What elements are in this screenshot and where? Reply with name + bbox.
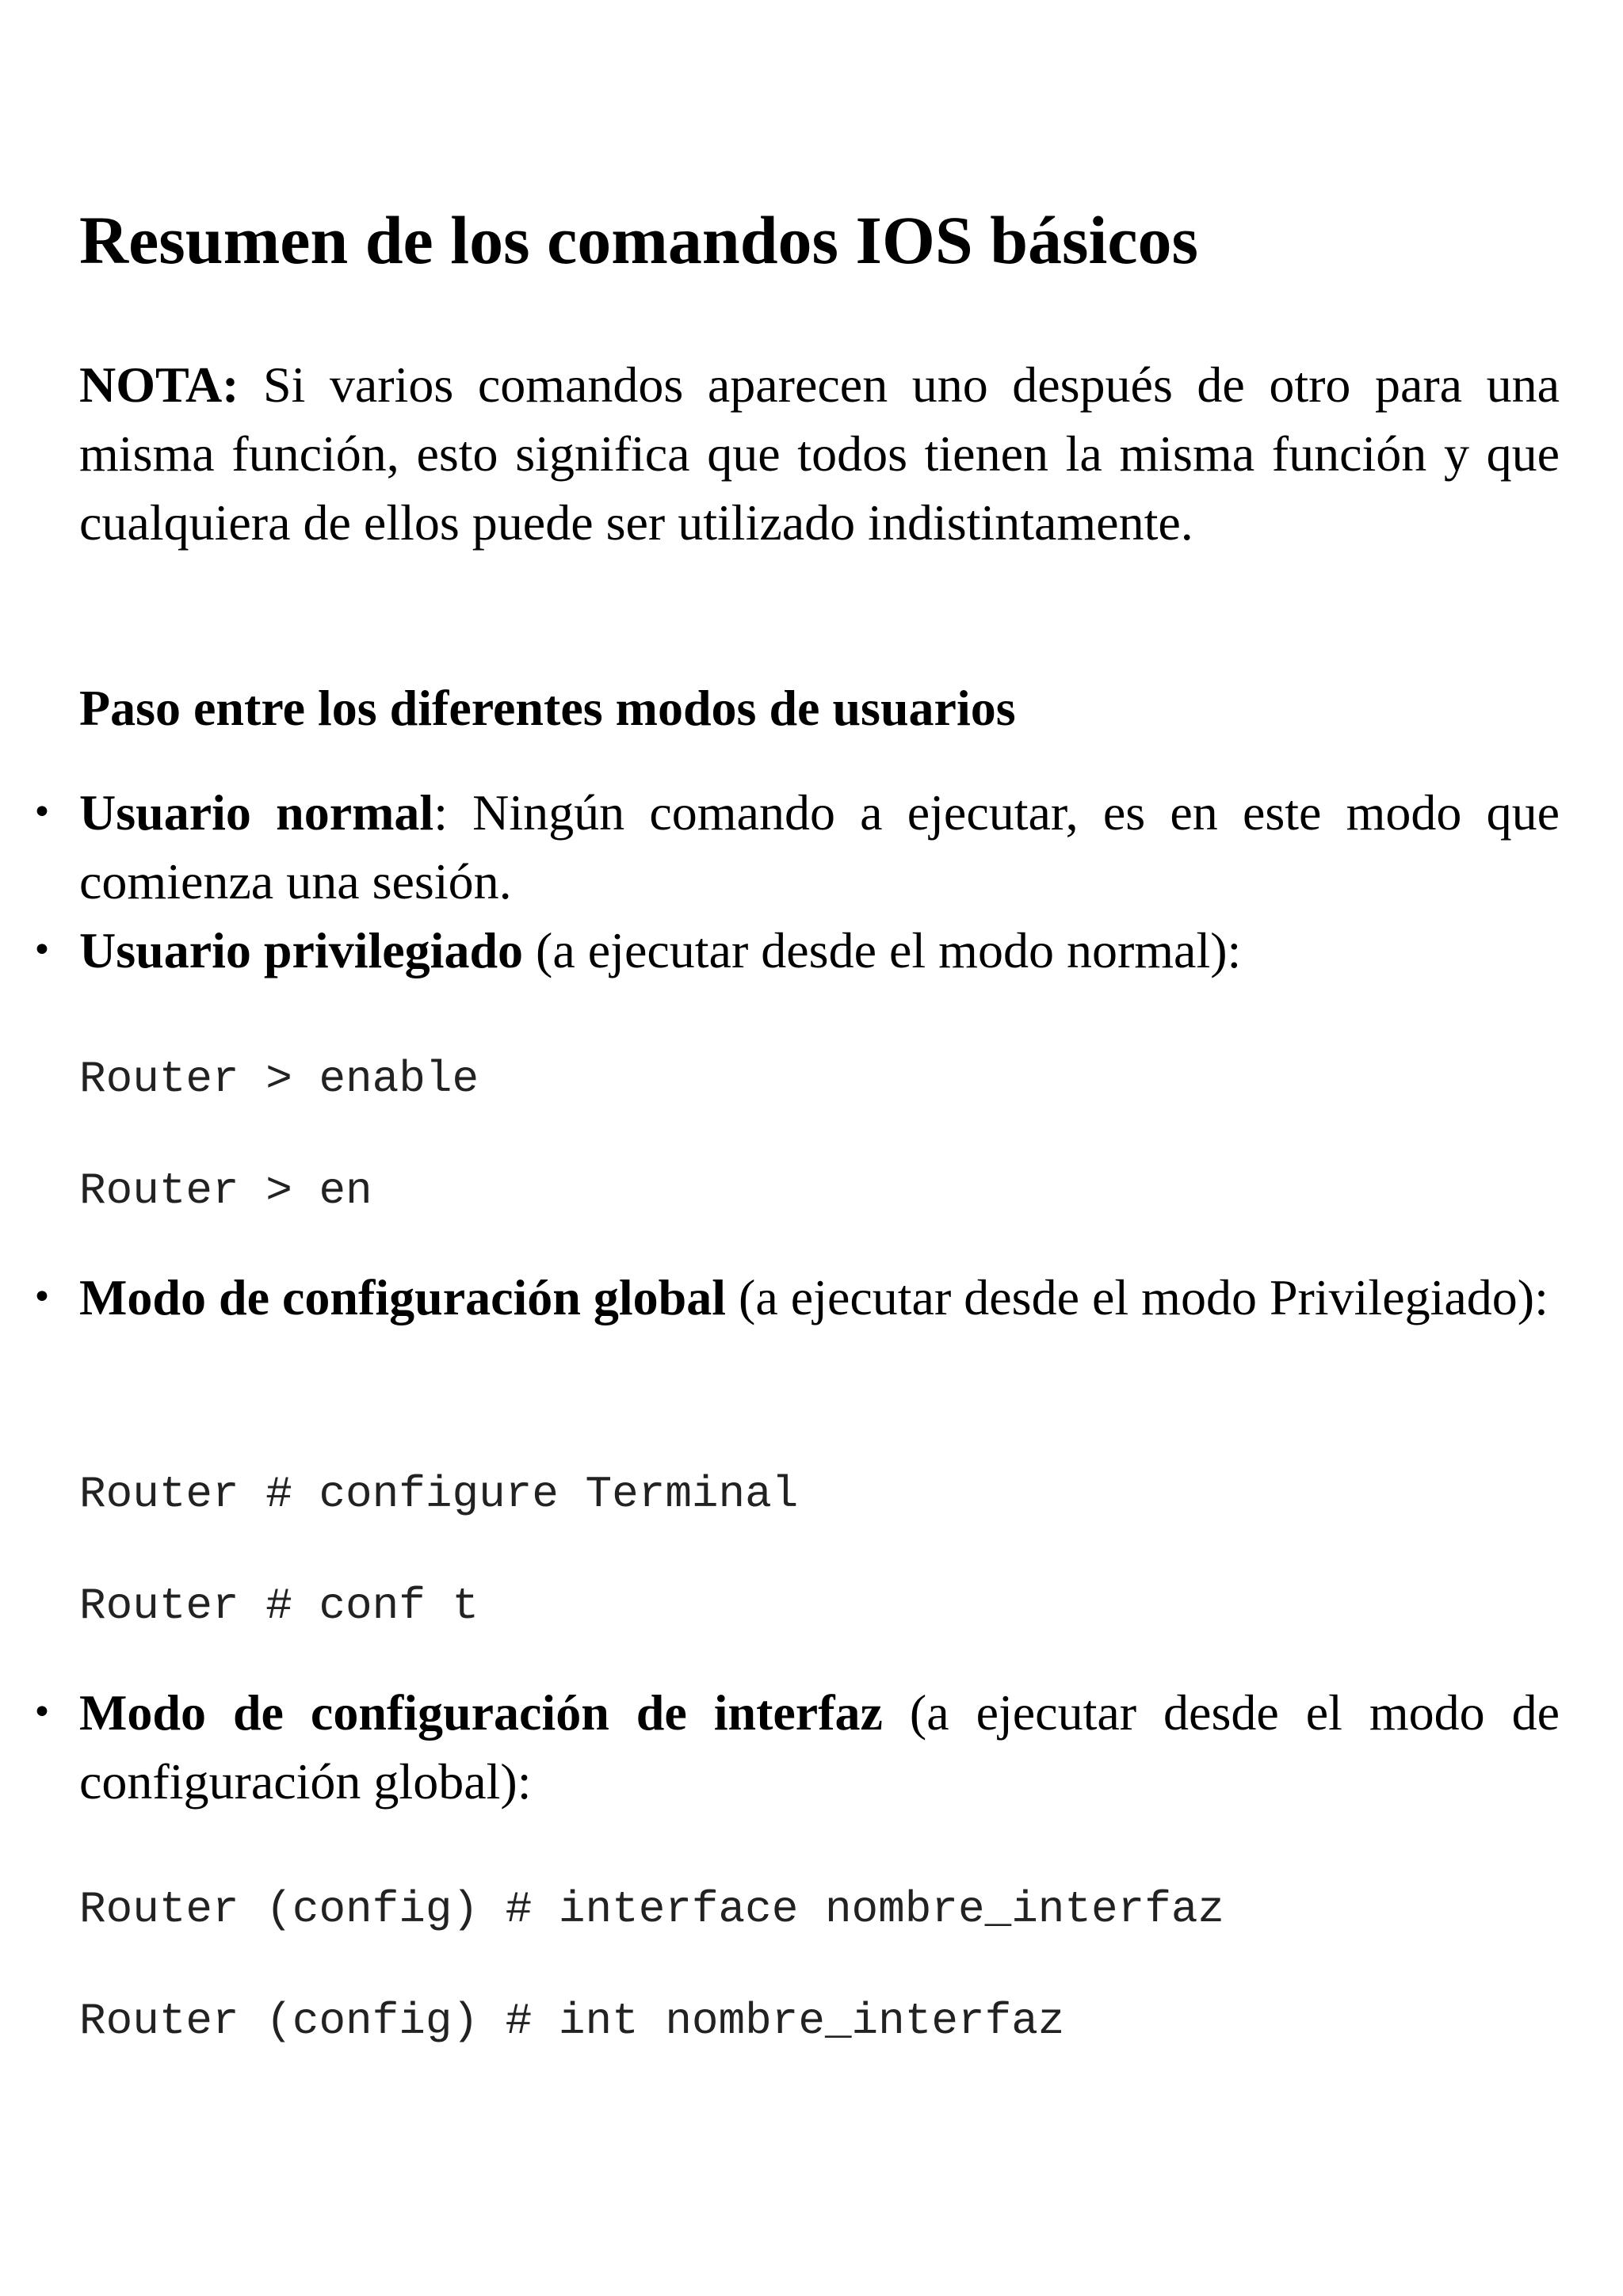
bullet-icon: • — [32, 1277, 52, 1318]
list-item-term: Modo de configuración de interfaz — [79, 1684, 883, 1741]
list-item-text: (a ejecutar desde el modo de configuración global): — [79, 1684, 1560, 1810]
note-paragraph — [79, 350, 1560, 557]
bullet-icon: • — [32, 1692, 52, 1733]
list-item-text: : Ningún comando a ejecutar, es en este modo que comienza una sesión. — [79, 784, 1560, 910]
list-item-text: (a ejecutar desde el modo normal): — [523, 922, 1242, 978]
list-item-usuario-privilegiado — [32, 916, 1560, 985]
code-line: Router (config) # interface nombre_interfaz — [79, 1884, 1225, 1935]
list-item-term: Modo de configuración global — [79, 1269, 727, 1325]
list-item-config-global — [32, 1263, 1560, 1332]
section-heading: Paso entre los diferentes modos de usuarios — [79, 680, 1016, 736]
code-line: Router > enable — [79, 1054, 479, 1104]
bullet-icon: • — [32, 792, 52, 833]
code-line: Router # configure Terminal — [79, 1469, 799, 1520]
list-item-term: Usuario privilegiado — [79, 922, 524, 978]
page-title: Resumen de los comandos IOS básicos — [79, 202, 1199, 278]
note-label: NOTA: — [79, 357, 239, 413]
list-item-config-interfaz — [32, 1678, 1560, 1816]
code-line: Router # conf t — [79, 1581, 479, 1631]
list-item-text: (a ejecutar desde el modo Privilegiado): — [726, 1269, 1549, 1325]
bullet-icon: • — [32, 930, 52, 971]
list-item-term: Usuario normal — [79, 784, 434, 841]
code-line: Router (config) # int nombre_interfaz — [79, 1996, 1065, 2046]
list-item-usuario-normal — [32, 778, 1560, 916]
code-line: Router > en — [79, 1165, 372, 1216]
note-text: Si varios comandos aparecen uno después de otro para una misma función, esto significa que todos tienen la misma función y que cualquiera de ellos puede ser utilizado indistintamente. — [79, 357, 1560, 551]
